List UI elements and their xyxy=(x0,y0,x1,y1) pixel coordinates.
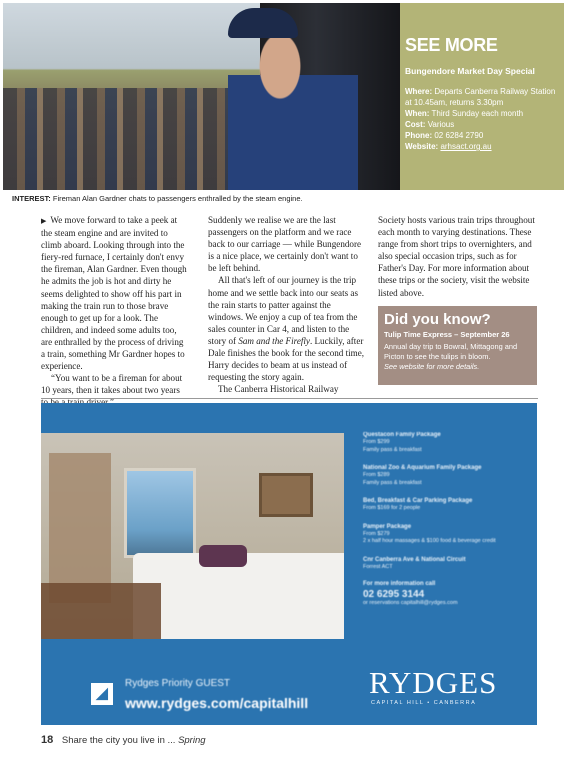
see-more-where: Where: Departs Canberra Railway Station at 10.45am, returns 3.30pm xyxy=(405,87,556,107)
did-you-know-subtitle: Tulip Time Express – September 26 xyxy=(384,330,510,339)
ad-tray xyxy=(41,583,161,639)
website-link[interactable]: arhsact.org.au xyxy=(440,142,492,151)
footer-season: Spring xyxy=(178,735,206,746)
ad-curtain xyxy=(49,453,111,603)
ad-picture-frame xyxy=(259,473,313,517)
rydges-logo-sub: CAPITAL HILL • CANBERRA xyxy=(371,700,477,706)
ad-more-info: For more information call xyxy=(363,581,436,587)
article-paragraph: “You want to be a fireman for about 10 years, then it takes about two years xyxy=(41,373,183,396)
article-paragraph: All that's left of our journey is the trip home and we settle back into our seats as the rain starts to patter against the windows. We enjoy a cup of tea from the sales counter in Car 4, and listen to the story of Sam and the Firefly. Luckily, after Dale finishes the book for the second time, Harry decides to beam at us instead of requesting the story again. xyxy=(208,275,365,383)
ad-offers xyxy=(363,431,531,606)
article-paragraph: Suddenly we realise we are the last passengers on the platform and we race back to our carriage — while Bungendore is a nice place, we certainly don't want to be left behind. xyxy=(208,215,362,274)
see-more-event: Bungendore Market Day Special xyxy=(405,66,535,76)
footer-tagline: Share the city you live in ... xyxy=(61,735,176,746)
article-paragraph: ▶ We move forward to take a peek at the steam engine and are invited to climb aboard. Looking through into the fiery-red furnace, I certainly don't envy the fireman, Alan Gardner. Even though he admits the job is hot and dirty he seems delighted to show off his part in making the train run to those brave enough to get up for a look. The children, and indeed some adults too, are enthralled by the process of driving a train, something Mr Gardner hopes to experience. xyxy=(41,215,187,372)
ad-offer: National Zoo & Aquarium Family Package From $289 Family pass & breakfast xyxy=(363,465,482,486)
ad-hotel-room-photo xyxy=(41,433,344,639)
article-paragraph: The Canberra Historical Railway xyxy=(218,384,339,395)
did-you-know-title: Did you know? xyxy=(384,311,491,328)
rydges-logo: RYDGES xyxy=(369,665,498,700)
book-title: Sam and the Firefly xyxy=(238,335,310,346)
ad-offer: Pamper Package From $279 2 x half hour massages & $100 food & beverage credit xyxy=(363,523,496,544)
page-footer xyxy=(41,734,206,746)
ad-url-link[interactable]: www.rydges.com/capitalhill xyxy=(125,695,309,711)
page-number: 18 xyxy=(41,734,54,746)
photo-fireman-cap xyxy=(228,8,298,38)
photo-crowd xyxy=(3,88,263,190)
see-more-phone: Phone: 02 6284 2790 xyxy=(405,131,484,140)
photo-fireman xyxy=(228,13,358,190)
ad-email: or reservations capitalhill@rydges.com xyxy=(363,600,458,606)
article-paragraph: Society hosts various train trips throughout each month to varying destinations. These range from short trips to overnighters, and also special occasion trips, such as for Father's Day. For more information about these trips or the society, visit the website listed above. xyxy=(378,215,535,298)
hero-photo xyxy=(3,3,400,190)
see-more-title: SEE MORE xyxy=(405,35,498,55)
see-more-website: Website: arhsact.org.au xyxy=(405,142,492,151)
did-you-know-note: See website for more details. xyxy=(384,362,480,371)
ad-phone: 02 6295 3144 xyxy=(363,589,425,600)
arrow-right-icon: ▶ xyxy=(41,217,47,225)
ad-offer: Questacon Family Package From $299 Family pass & breakfast xyxy=(363,432,441,453)
see-more-panel xyxy=(400,3,564,190)
did-you-know-box xyxy=(378,306,537,385)
ad-priority-guest: Rydges Priority GUEST xyxy=(125,678,231,689)
photo-caption: INTEREST: Fireman Alan Gardner chats to passengers enthralled by the steam engine. xyxy=(12,194,303,203)
ad-window xyxy=(124,468,196,558)
see-more-when: When: Third Sunday each month xyxy=(405,109,524,118)
rydges-advertisement[interactable] xyxy=(41,403,537,725)
section-divider xyxy=(41,398,538,399)
did-you-know-body: Annual day trip to Bowral, Mittagong and Picton to see the tulips in bloom. xyxy=(384,342,518,361)
ad-offer: Bed, Breakfast & Car Parking Package From $169 for 2 people xyxy=(363,498,473,511)
ad-offer: Cnr Canberra Ave & National Circuit Forrest ACT xyxy=(363,556,466,570)
see-more-cost: Cost: Various xyxy=(405,120,455,129)
article-column-3 xyxy=(378,214,538,299)
article-column-2 xyxy=(208,214,366,395)
article-column-1 xyxy=(41,214,189,409)
ad-pillow xyxy=(199,545,247,567)
priority-guest-logo-icon: ◢ xyxy=(91,683,113,705)
